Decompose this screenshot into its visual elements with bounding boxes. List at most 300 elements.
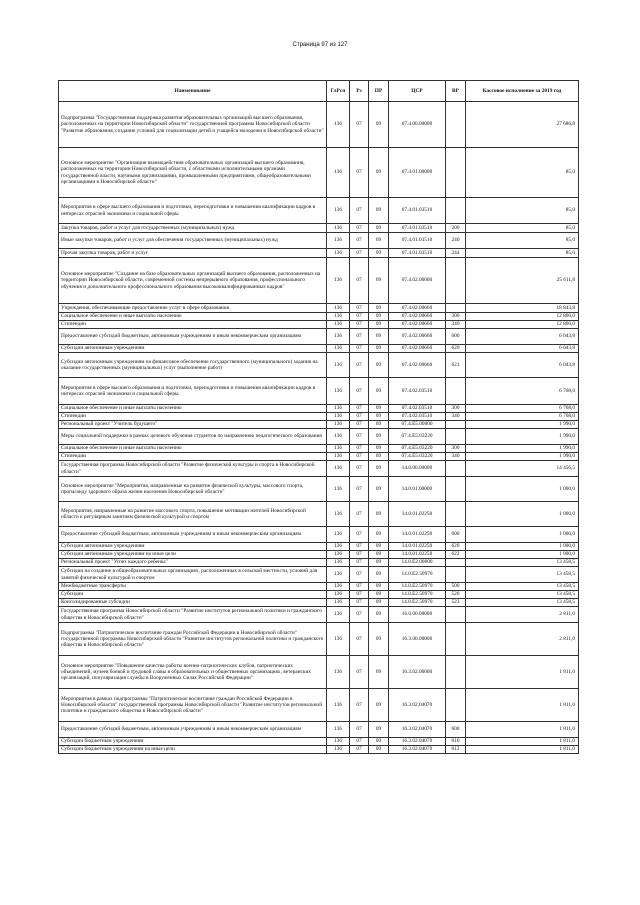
cell-rz: 07 — [350, 353, 369, 378]
cell-grp: 136 — [327, 405, 350, 413]
cell-vr: 622 — [446, 551, 466, 559]
cell-rz: 07 — [350, 102, 369, 148]
cell-name: Социальное обеспечение и иные выплаты населению — [59, 445, 327, 453]
cell-name: Региональный проект "Учитель будущего" — [59, 421, 327, 429]
cell-pr: 09 — [369, 258, 389, 304]
cell-vr: 340 — [446, 453, 466, 461]
cell-vr — [446, 258, 466, 304]
cell-rz: 07 — [350, 738, 369, 746]
cell-rz: 07 — [350, 689, 369, 722]
table-row — [59, 623, 579, 656]
cell-vr: 200 — [446, 224, 466, 233]
cell-name: Субсидии на создание в общеобразовательных организациях, расположенных в сельской местности, условий для занятий физической культурой и спортом — [59, 567, 327, 583]
table-row — [59, 527, 579, 543]
cell-csr: 14.0.E2.50970 — [389, 599, 446, 607]
cell-vr — [446, 502, 466, 527]
cell-grp: 136 — [327, 421, 350, 429]
cell-csr: 14.0.01.02250 — [389, 527, 446, 543]
table-row — [59, 304, 579, 313]
cell-csr: 07.4.02.03510 — [389, 413, 446, 421]
cell-grp: 136 — [327, 249, 350, 258]
cell-grp: 136 — [327, 477, 350, 502]
table-row — [59, 461, 579, 477]
cell-pr: 09 — [369, 477, 389, 502]
cell-sum: 13 458,5 — [466, 567, 579, 583]
cell-rz: 07 — [350, 722, 369, 738]
table-row — [59, 656, 579, 689]
cell-sum: 13 458,5 — [466, 559, 579, 567]
cell-rz: 07 — [350, 233, 369, 249]
table-row — [59, 746, 579, 754]
cell-pr: 09 — [369, 722, 389, 738]
cell-rz: 07 — [350, 656, 369, 689]
cell-rz: 07 — [350, 559, 369, 567]
table-row — [59, 689, 579, 722]
cell-name: Основное мероприятие "Повышение качества работы военно-патриотических клубов, патриотических объединений, музеев боевой и трудовой славы в образовательных и общественных организациях, ветеранских организаций, популяризация службы в Вооруженных Силах Российской Федерации" — [59, 656, 327, 689]
cell-csr: 14.0.E2.50970 — [389, 591, 446, 599]
cell-rz: 07 — [350, 477, 369, 502]
cell-csr: 07.4.02.00660 — [389, 353, 446, 378]
cell-rz: 07 — [350, 583, 369, 591]
header-grp: ГлРсп — [327, 81, 350, 102]
cell-csr: 07.4.02.00000 — [389, 258, 446, 304]
cell-rz: 07 — [350, 249, 369, 258]
table-row — [59, 591, 579, 599]
table-row — [59, 378, 579, 405]
cell-vr — [446, 477, 466, 502]
cell-grp: 136 — [327, 304, 350, 313]
table-row — [59, 599, 579, 607]
cell-sum: 85,0 — [466, 224, 579, 233]
table-row — [59, 353, 579, 378]
cell-sum: 1 811,0 — [466, 689, 579, 722]
cell-name: Региональный проект "Успех каждого ребенка" — [59, 559, 327, 567]
cell-sum: 6 043,8 — [466, 329, 579, 345]
cell-grp: 136 — [327, 567, 350, 583]
cell-vr — [446, 656, 466, 689]
cell-vr — [446, 102, 466, 148]
cell-sum: 27 686,8 — [466, 102, 579, 148]
cell-vr — [446, 461, 466, 477]
cell-pr: 09 — [369, 249, 389, 258]
cell-pr: 09 — [369, 102, 389, 148]
cell-rz: 07 — [350, 421, 369, 429]
cell-name: Основное мероприятие "Организация взаимодействия образовательных организаций высшего образования, расположенных на территории Новосибирской области, с областными исполнительными органами государственной власти, научными организациями, промышленными предприятиями, общеобразовательными организациями в Новосибирской области" — [59, 148, 327, 198]
table-row — [59, 329, 579, 345]
cell-csr: 07.4.02.00660 — [389, 329, 446, 345]
cell-sum: 1 000,0 — [466, 502, 579, 527]
cell-grp: 136 — [327, 623, 350, 656]
cell-sum: 6 043,8 — [466, 345, 579, 353]
cell-grp: 136 — [327, 543, 350, 551]
cell-grp: 136 — [327, 148, 350, 198]
cell-rz: 07 — [350, 599, 369, 607]
table-row — [59, 543, 579, 551]
cell-vr: 240 — [446, 233, 466, 249]
table-row — [59, 148, 579, 198]
cell-pr: 09 — [369, 599, 389, 607]
cell-pr: 09 — [369, 321, 389, 329]
cell-pr: 09 — [369, 527, 389, 543]
header-pr: ПР — [369, 81, 389, 102]
table-row — [59, 313, 579, 321]
table-row — [59, 258, 579, 304]
cell-grp: 136 — [327, 429, 350, 445]
cell-sum: 2 811,0 — [466, 623, 579, 656]
cell-sum: 1 811,0 — [466, 722, 579, 738]
cell-vr — [446, 304, 466, 313]
cell-rz: 07 — [350, 148, 369, 198]
cell-pr: 09 — [369, 583, 389, 591]
cell-vr — [446, 689, 466, 722]
cell-rz: 07 — [350, 551, 369, 559]
cell-name: Основное мероприятие "Создание на базе образовательных организаций высшего образования, расположенных на территории Новосибирской области, современной системы непрерывного образования, профессионального обучения и дополнительного профессионального образования высококвалифицированных кадров" — [59, 258, 327, 304]
cell-pr: 09 — [369, 591, 389, 599]
cell-rz: 07 — [350, 345, 369, 353]
cell-grp: 136 — [327, 583, 350, 591]
cell-csr: 16.3.02.04070 — [389, 722, 446, 738]
cell-grp: 136 — [327, 224, 350, 233]
cell-pr: 09 — [369, 405, 389, 413]
cell-sum: 13 458,5 — [466, 583, 579, 591]
cell-rz: 07 — [350, 378, 369, 405]
table-row — [59, 445, 579, 453]
cell-rz: 07 — [350, 607, 369, 623]
cell-vr: 300 — [446, 445, 466, 453]
cell-sum: 13 458,5 — [466, 599, 579, 607]
cell-grp: 136 — [327, 321, 350, 329]
cell-name: Мероприятия в рамках подпрограммы "Патриотическое воспитание граждан Российской Федерации в Новосибирской области" государственной программы Новосибирской области "Развитие институтов региональной политики и гражданского общества в Новосибирской области" — [59, 689, 327, 722]
cell-csr: 07.4.01.03510 — [389, 224, 446, 233]
cell-sum: 6 043,8 — [466, 353, 579, 378]
cell-rz: 07 — [350, 543, 369, 551]
cell-pr: 09 — [369, 353, 389, 378]
cell-pr: 09 — [369, 313, 389, 321]
cell-pr: 09 — [369, 502, 389, 527]
cell-sum: 6 768,0 — [466, 413, 579, 421]
cell-pr: 09 — [369, 551, 389, 559]
cell-grp: 136 — [327, 689, 350, 722]
table-row — [59, 224, 579, 233]
cell-name: Предоставление субсидий бюджетным, автономным учреждениям и иным некоммерческим организациям — [59, 722, 327, 738]
cell-grp: 136 — [327, 527, 350, 543]
cell-rz: 07 — [350, 502, 369, 527]
cell-vr: 300 — [446, 405, 466, 413]
cell-pr: 09 — [369, 567, 389, 583]
cell-rz: 07 — [350, 313, 369, 321]
cell-name: Субсидии автономным учреждениям — [59, 345, 327, 353]
header-sum: Кассовое исполнение за 2019 год — [466, 81, 579, 102]
cell-name: Субсидии — [59, 591, 327, 599]
cell-grp: 136 — [327, 378, 350, 405]
cell-csr: 07.4.02.03510 — [389, 378, 446, 405]
cell-rz: 07 — [350, 623, 369, 656]
cell-csr: 14.0.E2.50970 — [389, 567, 446, 583]
cell-name: Субсидии автономным учреждениям — [59, 543, 327, 551]
table-row — [59, 502, 579, 527]
cell-csr: 16.3.02.04070 — [389, 746, 446, 754]
cell-name: Учреждения, обеспечивающие предоставление услуг в сфере образования — [59, 304, 327, 313]
cell-grp: 136 — [327, 233, 350, 249]
table-row — [59, 233, 579, 249]
cell-csr: 07.4.02.00660 — [389, 321, 446, 329]
cell-sum: 1 811,0 — [466, 656, 579, 689]
cell-pr: 09 — [369, 656, 389, 689]
cell-vr — [446, 567, 466, 583]
cell-name: Предоставление субсидий бюджетным, автономным учреждениям и иным некоммерческим организациям — [59, 329, 327, 345]
cell-grp: 136 — [327, 313, 350, 321]
cell-pr: 09 — [369, 607, 389, 623]
cell-name: Государственная программа Новосибирской области "Развитие физической культуры и спорта в Новосибирской области" — [59, 461, 327, 477]
cell-grp: 136 — [327, 353, 350, 378]
cell-name: Подпрограмма "Патриотическое воспитание граждан Российской Федерации в Новосибирской области" государственной программы Новосибирской области "Развитие институтов региональной политики и гражданского общества в Новосибирской области" — [59, 623, 327, 656]
cell-grp: 136 — [327, 599, 350, 607]
cell-grp: 136 — [327, 656, 350, 689]
cell-csr: 14.0.01.02250 — [389, 551, 446, 559]
table-row — [59, 321, 579, 329]
cell-sum: 25 611,8 — [466, 258, 579, 304]
cell-rz: 07 — [350, 429, 369, 445]
cell-sum: 1 000,0 — [466, 551, 579, 559]
cell-grp: 136 — [327, 453, 350, 461]
cell-vr — [446, 607, 466, 623]
cell-rz: 07 — [350, 413, 369, 421]
cell-rz: 07 — [350, 461, 369, 477]
cell-vr: 612 — [446, 746, 466, 754]
cell-csr: 14.0.E2.50970 — [389, 583, 446, 591]
cell-rz: 07 — [350, 591, 369, 599]
table-row — [59, 102, 579, 148]
cell-sum: 13 458,5 — [466, 591, 579, 599]
cell-name: Стипендии — [59, 413, 327, 421]
cell-csr: 07.4.E5.00000 — [389, 421, 446, 429]
cell-sum: 1 990,0 — [466, 453, 579, 461]
cell-pr: 09 — [369, 559, 389, 567]
cell-grp: 136 — [327, 198, 350, 224]
cell-grp: 136 — [327, 722, 350, 738]
header-rz: Рз — [350, 81, 369, 102]
table-row — [59, 429, 579, 445]
cell-sum: 14 456,5 — [466, 461, 579, 477]
cell-vr: 600 — [446, 722, 466, 738]
cell-sum: 12 800,0 — [466, 313, 579, 321]
cell-name: Предоставление субсидий бюджетным, автономным учреждениям и иным некоммерческим организациям — [59, 527, 327, 543]
cell-grp: 136 — [327, 102, 350, 148]
table-row — [59, 738, 579, 746]
table-row — [59, 345, 579, 353]
cell-name: Социальное обеспечение и иные выплаты населению — [59, 313, 327, 321]
cell-pr: 09 — [369, 689, 389, 722]
cell-name: Стипендии — [59, 453, 327, 461]
table-row — [59, 477, 579, 502]
table-row — [59, 607, 579, 623]
cell-rz: 07 — [350, 445, 369, 453]
cell-csr: 07.4.01.03510 — [389, 233, 446, 249]
cell-pr: 09 — [369, 623, 389, 656]
cell-csr: 16.3.02.04070 — [389, 689, 446, 722]
table-row — [59, 249, 579, 258]
cell-pr: 09 — [369, 329, 389, 345]
cell-pr: 09 — [369, 543, 389, 551]
cell-vr: 340 — [446, 413, 466, 421]
cell-vr — [446, 559, 466, 567]
cell-csr: 16.3.02.00000 — [389, 656, 446, 689]
cell-vr: 621 — [446, 353, 466, 378]
cell-sum: 1 990,0 — [466, 445, 579, 453]
cell-grp: 136 — [327, 607, 350, 623]
cell-pr: 09 — [369, 148, 389, 198]
budget-execution-table — [58, 80, 579, 754]
cell-pr: 09 — [369, 378, 389, 405]
cell-pr: 09 — [369, 746, 389, 754]
cell-sum: 6 768,0 — [466, 405, 579, 413]
cell-rz: 07 — [350, 453, 369, 461]
table-row — [59, 198, 579, 224]
cell-pr: 09 — [369, 345, 389, 353]
cell-pr: 09 — [369, 413, 389, 421]
cell-sum: 1 811,0 — [466, 746, 579, 754]
cell-csr: 14.0.00.00000 — [389, 461, 446, 477]
table-header-row — [59, 81, 579, 102]
cell-csr: 07.4.01.03510 — [389, 198, 446, 224]
cell-sum: 1 990,0 — [466, 421, 579, 429]
cell-rz: 07 — [350, 198, 369, 224]
cell-csr: 07.4.01.00000 — [389, 148, 446, 198]
cell-csr: 07.4.E5.03220 — [389, 453, 446, 461]
cell-vr: 520 — [446, 591, 466, 599]
cell-rz: 07 — [350, 567, 369, 583]
cell-csr: 07.4.02.00660 — [389, 304, 446, 313]
cell-rz: 07 — [350, 746, 369, 754]
cell-name: Меры социальной поддержки в рамках целевого обучения студентов по направлению педагогического образования — [59, 429, 327, 445]
cell-grp: 136 — [327, 413, 350, 421]
cell-csr: 16.0.00.00000 — [389, 607, 446, 623]
cell-vr — [446, 421, 466, 429]
table-row — [59, 421, 579, 429]
cell-vr — [446, 198, 466, 224]
cell-vr — [446, 148, 466, 198]
cell-sum: 12 800,0 — [466, 321, 579, 329]
cell-vr: 300 — [446, 313, 466, 321]
cell-rz: 07 — [350, 321, 369, 329]
cell-sum: 2 811,0 — [466, 607, 579, 623]
cell-grp: 136 — [327, 591, 350, 599]
cell-rz: 07 — [350, 224, 369, 233]
cell-csr: 14.0.01.02250 — [389, 502, 446, 527]
cell-pr: 09 — [369, 421, 389, 429]
cell-csr: 14.0.01.02250 — [389, 543, 446, 551]
table-row — [59, 413, 579, 421]
header-name: Наименование — [59, 81, 327, 102]
cell-vr: 523 — [446, 599, 466, 607]
cell-vr: 620 — [446, 543, 466, 551]
cell-rz: 07 — [350, 258, 369, 304]
cell-csr: 14.0.01.00000 — [389, 477, 446, 502]
cell-vr — [446, 429, 466, 445]
table-body — [59, 102, 579, 754]
cell-name: Мероприятия в сфере высшего образования и подготовки, переподготовки и повышения квалификации кадров в интересах отраслей экономики и социальной сферы — [59, 378, 327, 405]
cell-grp: 136 — [327, 746, 350, 754]
cell-sum: 85,0 — [466, 233, 579, 249]
page-number-label: Страница 97 из 127 — [292, 42, 348, 48]
cell-name: Социальное обеспечение и иные выплаты населению — [59, 405, 327, 413]
header-vr: ВР — [446, 81, 466, 102]
cell-csr: 07.4.E5.03220 — [389, 429, 446, 445]
cell-name: Межбюджетные трансферты — [59, 583, 327, 591]
cell-grp: 136 — [327, 445, 350, 453]
cell-rz: 07 — [350, 405, 369, 413]
cell-name: Стипендии — [59, 321, 327, 329]
cell-sum: 1 811,0 — [466, 738, 579, 746]
cell-sum: 1 000,0 — [466, 477, 579, 502]
table-row — [59, 583, 579, 591]
cell-pr: 09 — [369, 738, 389, 746]
cell-vr — [446, 623, 466, 656]
cell-grp: 136 — [327, 559, 350, 567]
cell-name: Иные закупки товаров, работ и услуг для обеспечения государственных (муниципальных) нужд — [59, 233, 327, 249]
table-row — [59, 567, 579, 583]
cell-pr: 09 — [369, 461, 389, 477]
cell-vr: 620 — [446, 345, 466, 353]
cell-vr: 340 — [446, 321, 466, 329]
cell-sum: 85,0 — [466, 148, 579, 198]
header-csr: ЦСР — [389, 81, 446, 102]
cell-grp: 136 — [327, 551, 350, 559]
table-row — [59, 722, 579, 738]
cell-name: Закупка товаров, работ и услуг для государственных (муниципальных) нужд — [59, 224, 327, 233]
cell-vr: 610 — [446, 738, 466, 746]
cell-pr: 09 — [369, 198, 389, 224]
cell-rz: 07 — [350, 304, 369, 313]
cell-csr: 16.3.00.00000 — [389, 623, 446, 656]
cell-pr: 09 — [369, 224, 389, 233]
cell-name: Субсидии бюджетным учреждениям на иные цели — [59, 746, 327, 754]
cell-vr: 600 — [446, 329, 466, 345]
cell-vr: 600 — [446, 527, 466, 543]
cell-grp: 136 — [327, 502, 350, 527]
cell-csr: 07.4.02.00660 — [389, 345, 446, 353]
cell-name: Прочая закупка товаров, работ и услуг — [59, 249, 327, 258]
cell-sum: 6 768,0 — [466, 378, 579, 405]
cell-pr: 09 — [369, 453, 389, 461]
cell-name: Субсидии бюджетным учреждениям — [59, 738, 327, 746]
table-row — [59, 559, 579, 567]
cell-grp: 136 — [327, 738, 350, 746]
table-row — [59, 551, 579, 559]
cell-pr: 09 — [369, 445, 389, 453]
cell-csr: 07.4.E5.03220 — [389, 445, 446, 453]
cell-csr: 16.3.02.04070 — [389, 738, 446, 746]
cell-csr: 14.0.E2.00000 — [389, 559, 446, 567]
table-row — [59, 405, 579, 413]
cell-grp: 136 — [327, 345, 350, 353]
cell-grp: 136 — [327, 258, 350, 304]
cell-sum: 1 990,0 — [466, 429, 579, 445]
cell-name: Государственная программа Новосибирской области "Развитие институтов региональной политики и гражданского общества в Новосибирской области" — [59, 607, 327, 623]
cell-name: Консолидированные субсидии — [59, 599, 327, 607]
cell-name: Субсидии автономным учреждениям на иные цели — [59, 551, 327, 559]
cell-pr: 09 — [369, 233, 389, 249]
cell-name: Основное мероприятие "Мероприятия, направленные на развитие физической культуры, массового спорта, пропаганду здорового образа жизни населения Новосибирской области" — [59, 477, 327, 502]
cell-name: Субсидии автономным учреждениям на финансовое обеспечение государственного (муниципального) задания на оказание государственных (муниципальных) услуг (выполнение работ) — [59, 353, 327, 378]
cell-pr: 09 — [369, 429, 389, 445]
cell-name: Мероприятия, направленные на развитие массового спорта, повышение мотивации жителей Новосибирской области к регулярным занятиям физической культурой и спортом — [59, 502, 327, 527]
cell-sum: 18 843,8 — [466, 304, 579, 313]
cell-rz: 07 — [350, 329, 369, 345]
cell-csr: 07.4.02.00660 — [389, 313, 446, 321]
cell-vr: 500 — [446, 583, 466, 591]
cell-vr — [446, 378, 466, 405]
